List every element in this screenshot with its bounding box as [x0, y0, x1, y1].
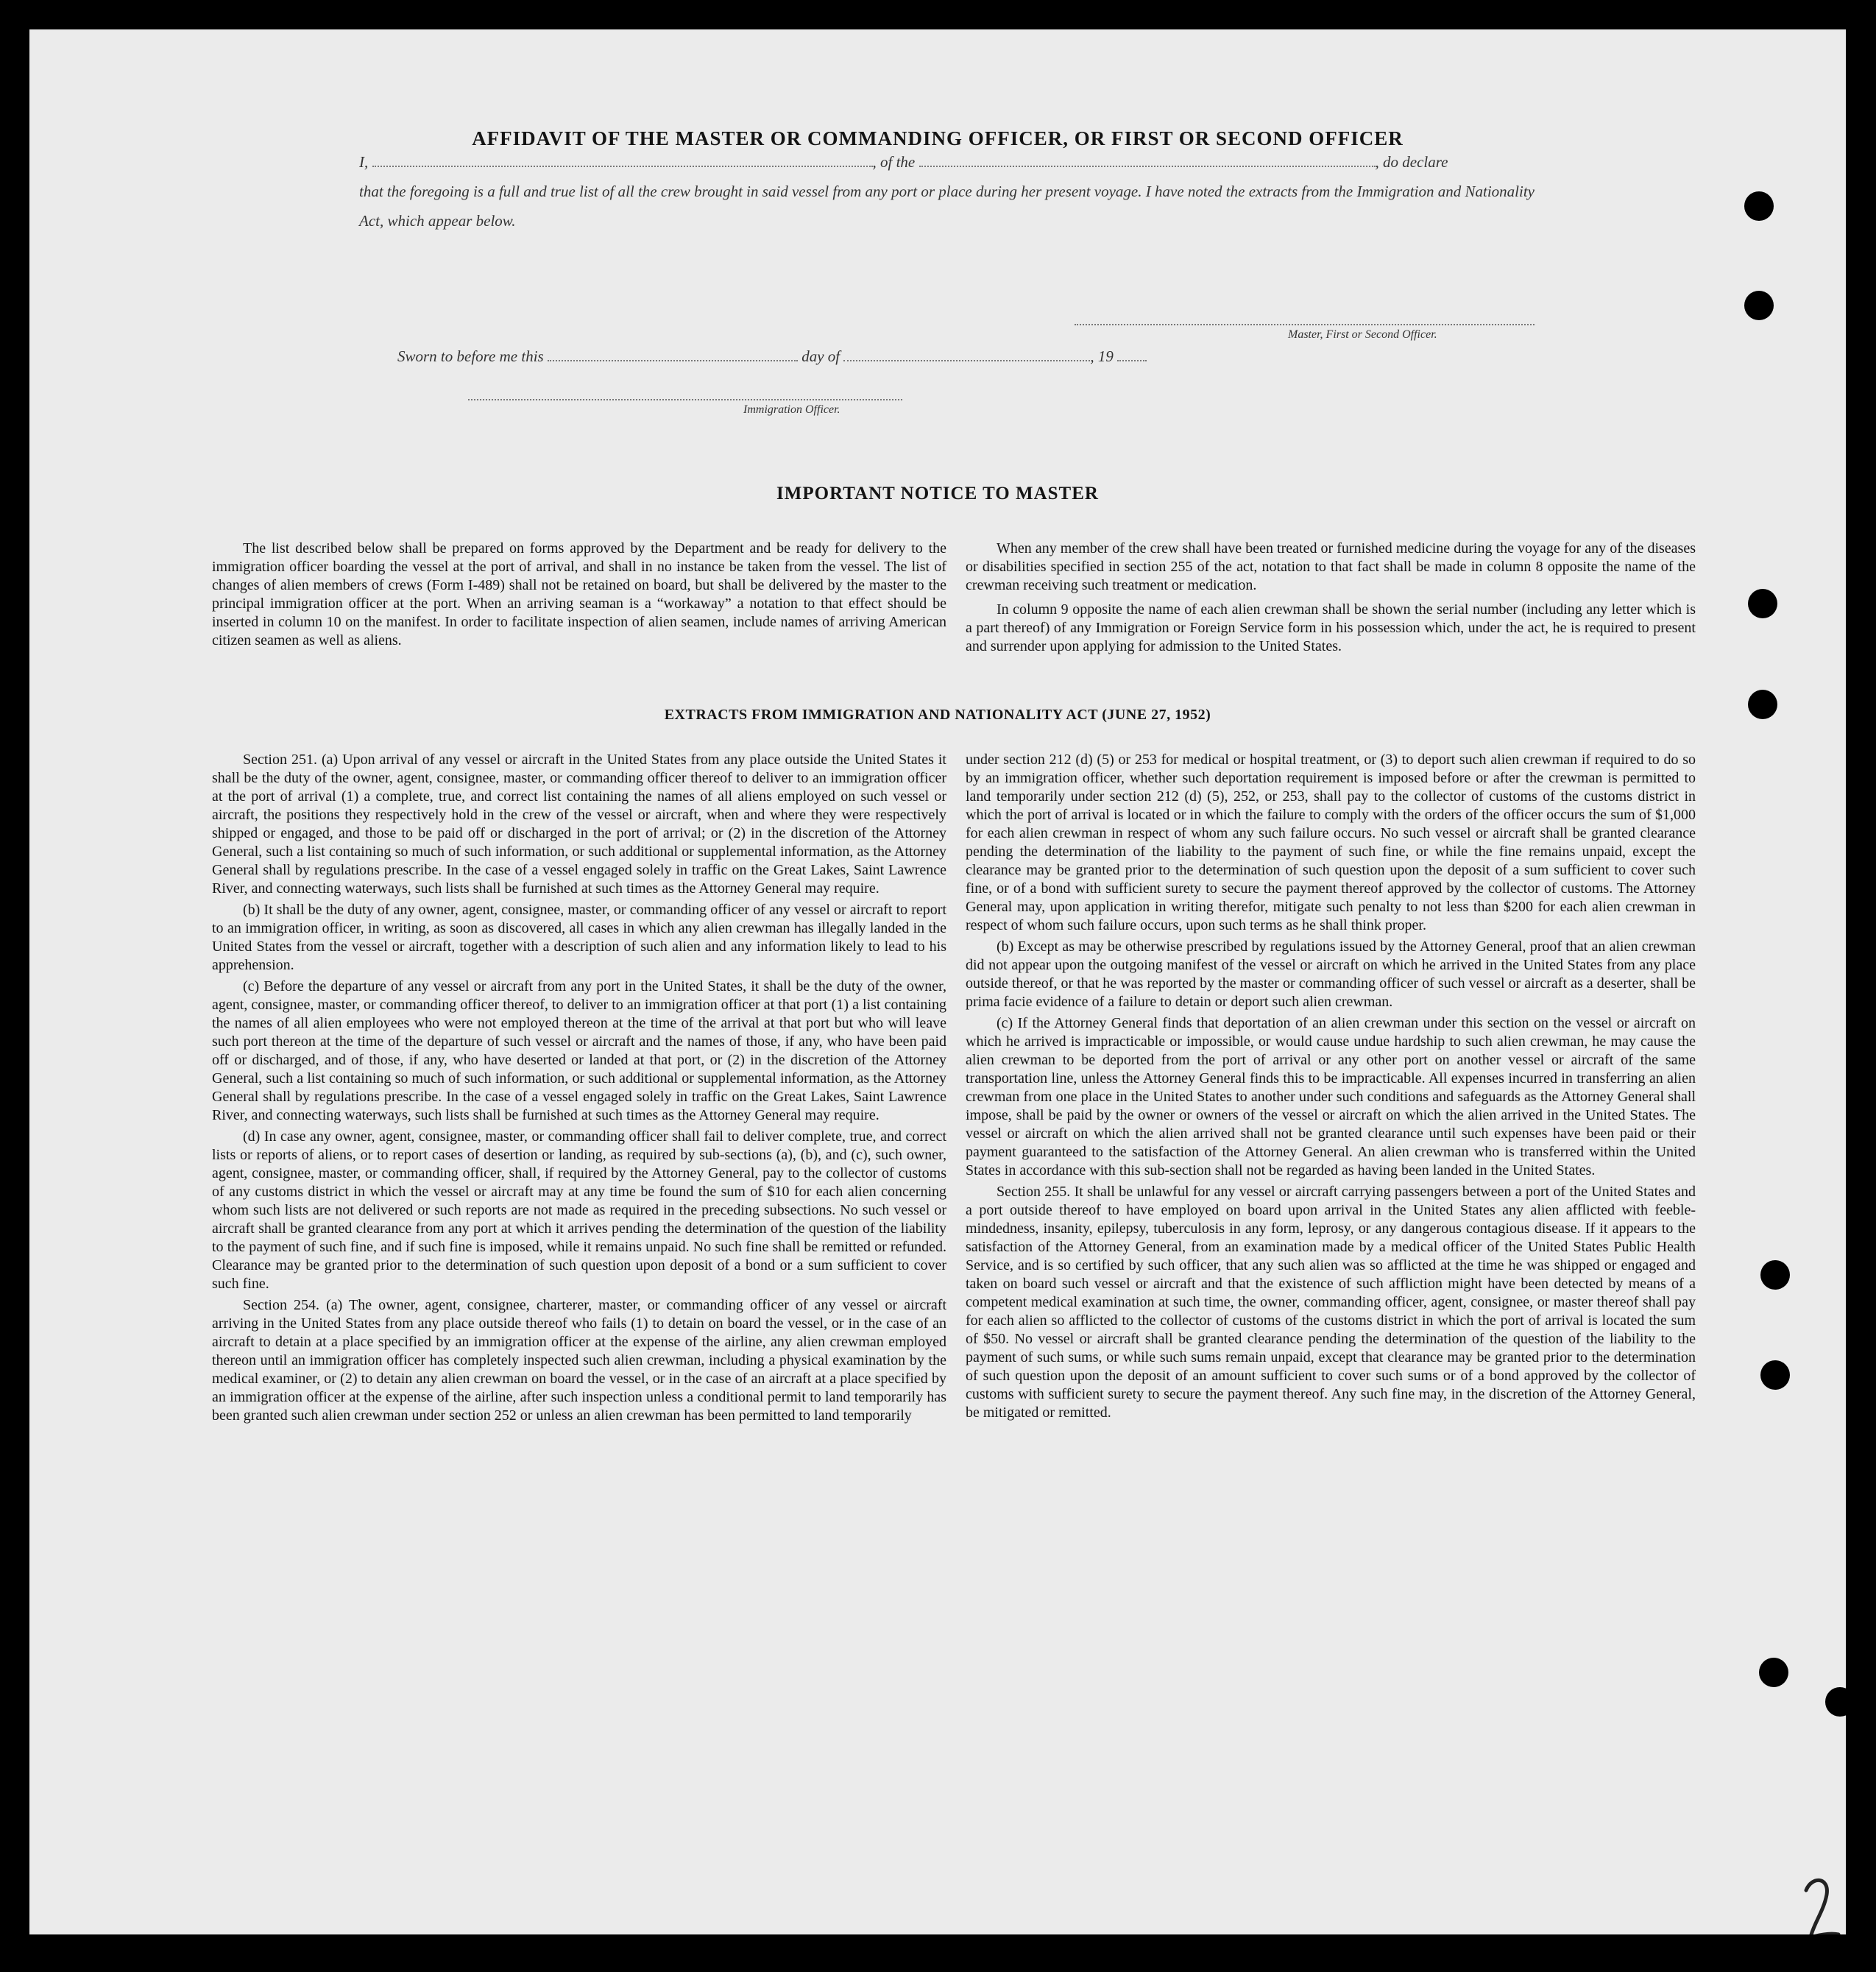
sworn-line [397, 347, 1147, 366]
sworn-month-field[interactable] [843, 360, 1090, 361]
section-254b: (b) Except as may be otherwise prescribed by regulations issued by the Attorney General, proof that an alien crewman did not appear upon the outgoing manifest of the vessel or aircraft on which he arrived in the United States from any place outside thereof, or that he was reported by the master or commanding officer of such vessel or aircraft as a deserter, shall be prima facie evidence of a failure to detain or deport such alien crewman. [966, 939, 1696, 1010]
section-254a: Section 254. (a) The owner, agent, consignee, charterer, master, or commanding officer of any vessel or aircraft arriving in the United States from any place outside thereof who fails (1) to detain on board the vessel, or in the case of an aircraft to detain at a place specified by an immigration officer at the expense of the airline, any alien crewman employed thereon until an immigration officer has completely inspected such alien crewman, including a physical examination by the medical examiner, or (2) to detain any alien crewman on board the vessel, or in the case of an aircraft at a place specified by an immigration officer at the expense of the airline, after such inspection unless a conditional permit to land temporarily has been granted such alien crewman under section 252 or unless an alien crewman has been permitted to land temporarily [212, 1297, 946, 1424]
of-the-label: , of the [872, 153, 916, 171]
notice-paragraph: In column 9 opposite the name of each alien crewman shall be shown the serial number (including any letter which is a part thereof) of any Immigration or Foreign Service form in his possession which, under the act, he is required to present and surrender upon applying for admission to the United States. [966, 601, 1696, 654]
affidavit-title: AFFIDAVIT OF THE MASTER OR COMMANDING OFFICER, OR FIRST OR SECOND OFFICER [472, 127, 1404, 149]
year-label: , 19 [1090, 347, 1114, 365]
section-255: Section 255. It shall be unlawful for any vessel or aircraft carrying passengers between a port of the United States and a port outside thereof to have employed on board upon arrival in the United States any alien afflicted with feeble-mindedness, insanity, epilepsy, tuberculosis in any form, leprosy, or any dangerous contagious disease. If it appears to the satisfaction of the Attorney General, from an examination made by a medical officer of the United States Public Health Service, and is so certified by such officer, that any such alien was so afflicted at the time he was shipped or engaged and taken on board such vessel or aircraft and that the existence of such affliction might have been detected by means of a competent medical examination at such time, the owner, commanding officer, agent, consignee, or master thereof shall pay for each alien so afflicted to the collector of customs of the customs district in which the port of arrival is located the sum of $50. No vessel or aircraft shall be granted clearance pending the determination of the question of the liability to the payment of such sums, or while such sums remain unpaid, except that clearance may be granted prior to the determination of such question upon the deposit of an amount sufficient to cover such sums or of a bond approved by the collector of customs with sufficient surety to secure the payment thereof. Any such fine may, in the discretion of the Attorney General, be mitigated or remitted. [966, 1184, 1696, 1421]
officer-caption: Immigration Officer. [743, 403, 840, 416]
officer-signature-line[interactable] [468, 399, 902, 400]
extracts-right-column [966, 751, 1696, 1422]
extracts-title: EXTRACTS FROM IMMIGRATION AND NATIONALITY ACT (JUNE 27, 1952) [664, 707, 1211, 723]
punch-hole [1748, 589, 1777, 618]
notice-paragraph: When any member of the crew shall have been treated or furnished medicine during the voyage for any of the diseases or disabilities specified in section 255 of the act, notation to that fact shall be made in column 8 opposite the name of the crewman receiving such treatment or medication. [966, 540, 1696, 593]
punch-hole [1825, 1687, 1846, 1717]
sworn-day-field[interactable] [548, 360, 798, 361]
declaration-text: that the foregoing is a full and true list of all the crew brought in said vessel from any port or place during her present voyage. I have noted the extracts from the Immigration and Nationality Act, which appear below. [359, 183, 1535, 230]
declaration-line-1 [359, 147, 1544, 177]
document-page [29, 29, 1846, 1934]
punch-hole [1748, 690, 1777, 719]
punch-hole [1760, 1260, 1790, 1290]
section-251a: Section 251. (a) Upon arrival of any vessel or aircraft in the United States from any place outside the United States it shall be the duty of the owner, agent, consignee, master, or commanding officer thereof to deliver to an immigration officer at the port of arrival (1) a complete, true, and correct list containing the names of all aliens employed on such vessel or aircraft, the positions they respectively hold in the crew of the vessel or aircraft, when and where they were respectively shipped or engaged, and those to be paid off or discharged in the port of arrival; or (2) in the discretion of the Attorney General, such a list containing so much of such information, or such additional or supplemental information, as the Attorney General shall by regulations prescribe. In the case of a vessel engaged solely in traffic on the Great Lakes, Saint Lawrence River, and connecting waterways, such lists shall be furnished at such times as the Attorney General may require. [212, 752, 946, 897]
notice-right-column [966, 540, 1696, 656]
section-254c: (c) If the Attorney General finds that deportation of an alien crewman under this section on the vessel or aircraft on which he arrived is impracticable or impossible, or would cause undue hardship to such alien crewman, he may cause the alien crewman to be deported from the port of arrival or any other port on another vessel or aircraft of the same transportation line, unless the Attorney General finds this to be impracticable. All expenses incurred in transferring an alien crewman from one place in the United States to another under such conditions and safeguards as the Attorney General shall impose, shall be paid by the owner or owners of the vessel or aircraft on which the alien arrived in the United States. The vessel or aircraft on which the alien arrived shall not be granted clearance until such expenses have been paid or their payment guaranteed to the satisfaction of the Attorney General. An alien crewman who is transferred within the United States in accordance with this sub-section shall not be regarded as having been landed in the United States. [966, 1015, 1696, 1178]
section-251b: (b) It shall be the duty of any owner, agent, consignee, master, or commanding officer of any vessel or aircraft to report to an immigration officer, in writing, as soon as discovered, all cases in which any alien crewman has illegally landed in the United States from the vessel or aircraft, together with a description of such alien and any information likely to lead to his apprehension. [212, 902, 946, 973]
section-251d: (d) In case any owner, agent, consignee, master, or commanding officer shall fail to deliver complete, true, and correct lists or reports of aliens, or to report cases of desertion or landing, as required by sub-sections (a), (b), and (c), such owner, agent, consignee, master, or commanding officer, shall, if required by the Attorney General, pay to the collector of customs of any customs district in which the vessel or aircraft may at any time be found the sum of $10 for each alien concerning whom such lists are not delivered or such reports are not made as required in the preceding subsections. No such vessel or aircraft shall be granted clearance from any port at which it arrives pending the determination of the question of the liability to the payment of such fine, and if such fine is imposed, while it remains unpaid. No such fine shall be remitted or refunded. Clearance may be granted prior to the determination of such question upon deposit of a bond or a sum sufficient to cover such fine. [212, 1128, 946, 1292]
declarant-label: I, [359, 153, 369, 171]
sworn-label: Sworn to before me this [397, 347, 544, 365]
section-251c: (c) Before the departure of any vessel or aircraft from any port in the United States, it shall be the duty of the owner, agent, consignee, master, or commanding officer thereof, to deliver to an immigration officer at that port (1) a list containing the names of all alien employees who were not employed thereon at the time of the arrival at that port but who will leave such port thereon at the time of the departure of such vessel or aircraft and the names of those, if any, who have been paid off or discharged, and of those, if any, who have deserted or landed at that port, or (2) in the discretion of the Attorney General, such a list containing so much of such information, or such additional or supplemental information, as the Attorney General shall by regulations prescribe. In the case of a vessel engaged solely in traffic on the Great Lakes, Saint Lawrence River, and connecting waterways, such lists shall be furnished at such times as the Attorney General may require. [212, 978, 946, 1123]
notice-title: IMPORTANT NOTICE TO MASTER [776, 484, 1099, 503]
sworn-year-field[interactable] [1117, 360, 1147, 361]
handwritten-page-number [1796, 1870, 1846, 1934]
declarant-name-field[interactable] [372, 166, 873, 167]
day-of-label: day of [801, 347, 840, 365]
punch-hole [1760, 1360, 1790, 1390]
punch-hole [1759, 1658, 1788, 1687]
vessel-name-field[interactable] [919, 166, 1376, 167]
do-declare-label: , do declare [1375, 153, 1448, 171]
section-254a-continued: under section 212 (d) (5) or 253 for medical or hospital treatment, or (3) to deport such alien crewman if required to do so by an immigration officer, whether such deportation requirement is imposed before or after the crewman is permitted to land temporarily under section 212 (d) (5), 252, or 253, shall pay to the collector of customs of the customs district in which the port of arrival is located or in which the failure to comply with the orders of the officer occurs the sum of $1,000 for each alien crewman in respect of whom any such failure occurs. No such vessel or aircraft shall be granted clearance pending the determination of the liability to the payment of such fine, or while the fine remains unpaid, except the clearance may be granted prior to the determination of such question upon the deposit of a sum sufficient to cover such fine, or of a bond with sufficient surety to secure the payment thereof approved by the collector of customs. The Attorney General may, upon application in writing therefor, mitigate such penalty to not less than $200 for each alien crewman in respect of whom such failure occurs, upon such terms as he shall think proper. [966, 752, 1696, 933]
master-signature-line[interactable] [1075, 324, 1535, 325]
declaration-block [359, 147, 1544, 236]
notice-left-column [212, 540, 946, 650]
extracts-left-column [212, 751, 946, 1425]
master-caption: Master, First or Second Officer. [1288, 328, 1437, 341]
notice-paragraph: The list described below shall be prepared on forms approved by the Department and be ready for delivery to the immigration officer boarding the vessel at the port of arrival, and shall in no instance be taken from the vessel. The list of changes of alien members of crews (Form I-489) shall not be retained on board, but shall be delivered by the master to the principal immigration officer at the port. When an arriving seaman is a “workaway” a notation to that effect should be inserted in column 10 on the manifest. In order to facilitate inspection of alien seamen, include names of arriving American citizen seamen as well as aliens. [212, 540, 946, 649]
punch-hole [1744, 291, 1774, 320]
punch-hole [1744, 191, 1774, 221]
